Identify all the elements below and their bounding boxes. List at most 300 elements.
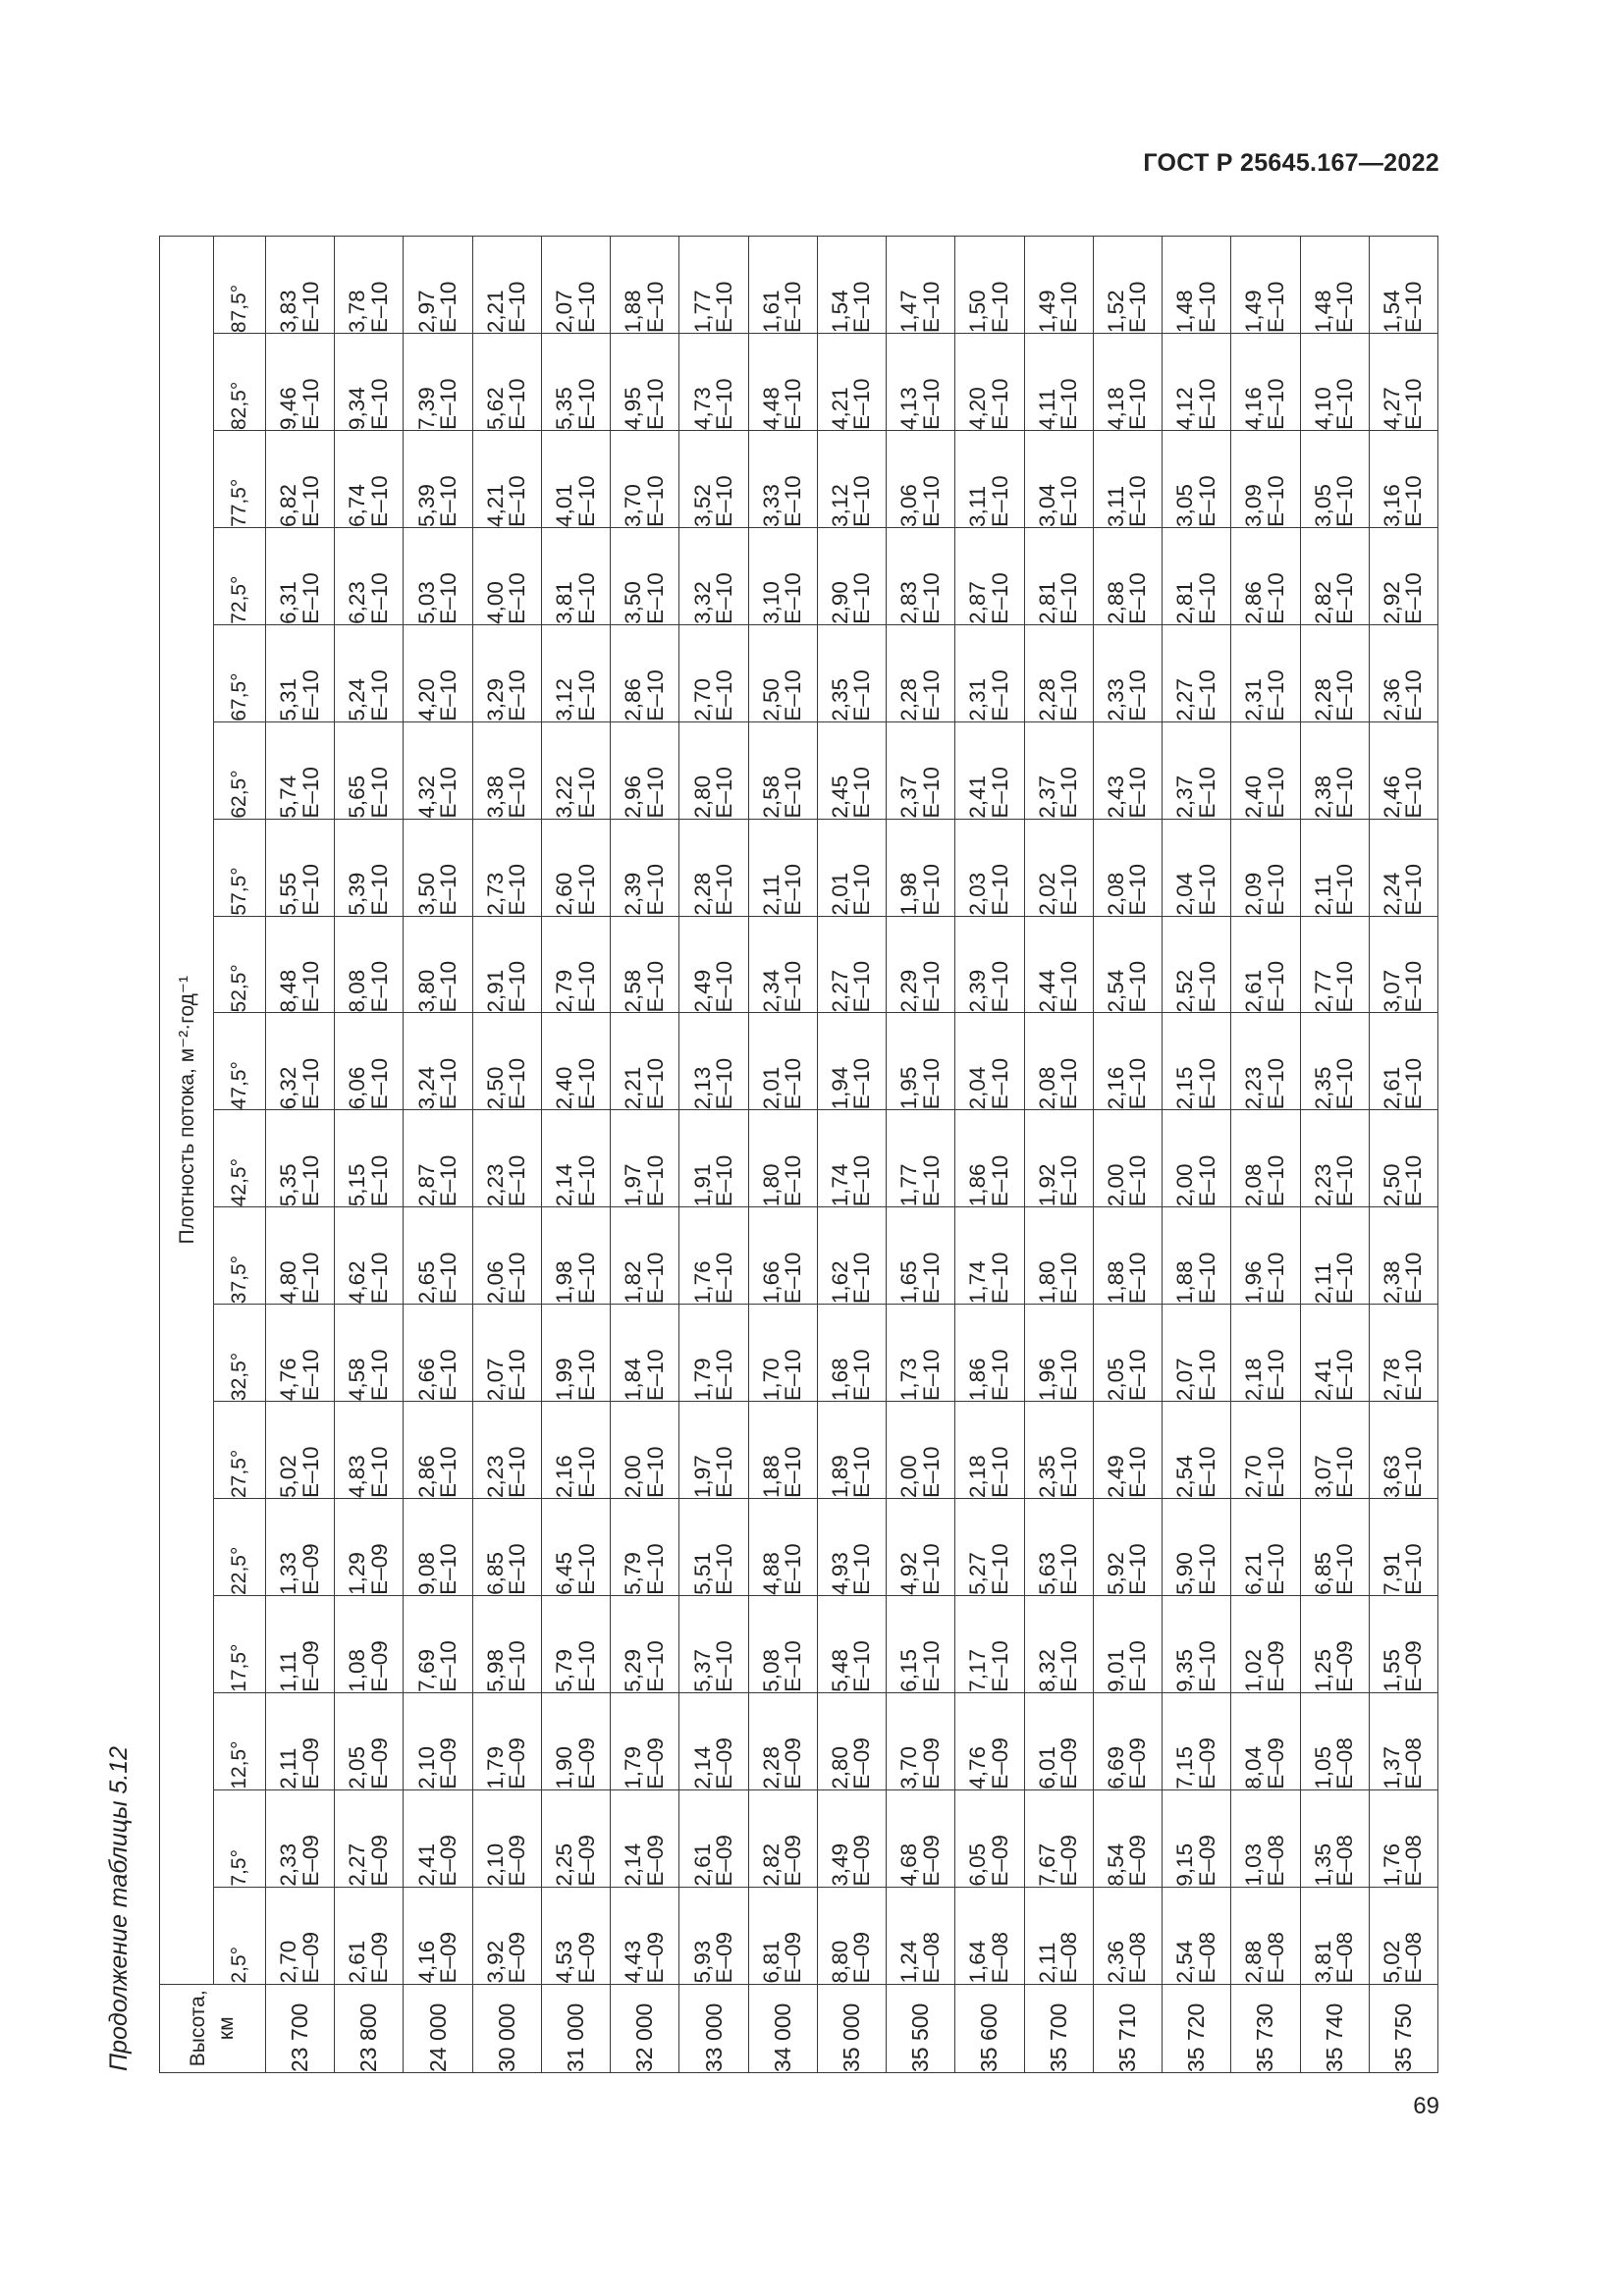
exponent: E–10 [366, 1154, 392, 1207]
flux-value-cell [748, 1207, 817, 1305]
flux-value-cell [679, 624, 748, 721]
exponent: E–10 [849, 281, 875, 334]
mantissa: 3,83 [276, 290, 301, 334]
mantissa: 1,91 [689, 1163, 715, 1207]
mantissa: 4,16 [1241, 387, 1267, 431]
flux-value-cell [1231, 431, 1300, 528]
mantissa: 2,27 [345, 1842, 370, 1887]
flux-value-cell [679, 1110, 748, 1207]
mantissa: 2,36 [1103, 1940, 1128, 1984]
exponent: E–08 [1332, 1835, 1358, 1887]
flux-value-cell [404, 1692, 472, 1789]
exponent: E–10 [642, 1349, 668, 1402]
mantissa: 2,86 [1241, 581, 1267, 624]
mantissa: 1,76 [689, 1260, 715, 1305]
mantissa: 1,79 [689, 1358, 715, 1402]
exponent: E–10 [712, 1349, 737, 1402]
flux-value-cell [1163, 721, 1231, 819]
table-row [404, 237, 472, 2073]
altitude-cell: 30 000 [472, 1984, 541, 2072]
mantissa: 5,93 [689, 1940, 715, 1984]
exponent: E–10 [987, 1349, 1012, 1402]
flux-value-cell [1024, 1595, 1093, 1692]
flux-value-cell [1231, 624, 1300, 721]
flux-value-cell [1231, 1692, 1300, 1789]
mantissa: 3,81 [1310, 1940, 1335, 1984]
exponent: E–10 [849, 1252, 875, 1305]
mantissa: 2,23 [482, 1163, 508, 1207]
flux-value-cell [472, 1692, 541, 1789]
mantissa: 3,92 [482, 1940, 508, 1984]
exponent: E–10 [1194, 281, 1219, 334]
exponent: E–10 [918, 767, 944, 819]
mantissa: 5,35 [276, 1163, 301, 1207]
mantissa: 2,87 [413, 1163, 439, 1207]
mantissa: 2,88 [1241, 1940, 1267, 1984]
exponent: E–10 [642, 281, 668, 334]
exponent: E–10 [712, 378, 737, 431]
exponent: E–10 [1194, 960, 1219, 1013]
mantissa: 6,85 [482, 1552, 508, 1595]
mantissa: 2,08 [1103, 872, 1128, 916]
flux-value-cell [1369, 1110, 1437, 1207]
mantissa: 2,11 [276, 1747, 301, 1789]
mantissa: 2,11 [1310, 1262, 1335, 1305]
mantissa: 4,95 [621, 387, 646, 431]
flux-value-cell [611, 1499, 679, 1596]
mantissa: 1,02 [1241, 1649, 1267, 1692]
exponent: E–09 [849, 1931, 875, 1984]
flux-value-cell [541, 431, 610, 528]
mantissa: 2,28 [689, 872, 715, 916]
flux-value-cell [1231, 1499, 1300, 1596]
exponent: E–10 [1263, 1154, 1288, 1207]
mantissa: 2,05 [345, 1745, 370, 1789]
mantissa: 4,13 [896, 387, 922, 431]
angle-header-row [214, 237, 266, 2073]
flux-value-cell [955, 1402, 1024, 1499]
flux-value-cell [611, 431, 679, 528]
exponent: E–10 [505, 1446, 530, 1498]
exponent: E–10 [1125, 864, 1151, 916]
flux-value-cell [611, 1789, 679, 1887]
mantissa: 1,89 [827, 1455, 852, 1498]
exponent: E–10 [642, 864, 668, 916]
flux-value-cell [887, 431, 955, 528]
flux-value-cell [1024, 916, 1093, 1013]
flux-value-cell [679, 819, 748, 916]
flux-value-cell [1231, 819, 1300, 916]
mantissa: 5,03 [413, 581, 439, 624]
mantissa: 3,32 [689, 581, 715, 624]
mantissa: 5,02 [276, 1455, 301, 1498]
exponent: E–09 [642, 1931, 668, 1984]
altitude-cell: 35 740 [1300, 1984, 1369, 2072]
exponent: E–10 [1401, 864, 1427, 916]
exponent: E–10 [573, 864, 599, 916]
mantissa: 1,03 [1241, 1842, 1267, 1887]
exponent: E–10 [781, 960, 806, 1013]
flux-value-cell [335, 1305, 404, 1402]
mantissa: 1,08 [345, 1649, 370, 1692]
exponent: E–10 [1332, 475, 1358, 527]
flux-value-cell [1231, 721, 1300, 819]
flux-value-cell [266, 819, 335, 916]
flux-value-cell [1024, 819, 1093, 916]
mantissa: 7,17 [965, 1649, 991, 1692]
flux-value-cell [887, 1692, 955, 1789]
exponent: E–10 [781, 1446, 806, 1498]
angle-header: 27,5° [214, 1402, 266, 1499]
flux-value-cell [1024, 431, 1093, 528]
mantissa: 1,76 [1379, 1842, 1404, 1887]
flux-value-cell [955, 237, 1024, 334]
flux-value-cell [266, 431, 335, 528]
mantissa: 3,07 [1310, 1455, 1335, 1498]
exponent: E–10 [781, 669, 806, 721]
mantissa: 3,07 [1379, 969, 1404, 1013]
exponent: E–10 [573, 1057, 599, 1110]
mantissa: 1,98 [896, 872, 922, 916]
mantissa: 2,14 [552, 1163, 577, 1207]
mantissa: 2,28 [758, 1745, 784, 1789]
exponent: E–10 [1332, 669, 1358, 721]
mantissa: 2,96 [621, 774, 646, 819]
flux-value-cell [611, 1110, 679, 1207]
exponent: E–10 [987, 1446, 1012, 1498]
mantissa: 3,11 [1103, 485, 1128, 527]
exponent: E–10 [781, 1640, 806, 1692]
flux-value-cell [679, 1595, 748, 1692]
exponent: E–10 [573, 378, 599, 431]
flux-value-cell [1300, 1013, 1369, 1110]
mantissa: 5,02 [1379, 1940, 1404, 1984]
mantissa: 3,29 [482, 677, 508, 721]
exponent: E–10 [1125, 281, 1151, 334]
flux-value-cell [1024, 527, 1093, 624]
exponent: E–10 [366, 960, 392, 1013]
mantissa: 1,95 [896, 1066, 922, 1110]
exponent: E–10 [298, 1446, 323, 1498]
flux-value-cell [1163, 1305, 1231, 1402]
exponent: E–10 [1194, 669, 1219, 721]
flux-value-cell [404, 1110, 472, 1207]
altitude-cell: 34 000 [748, 1984, 817, 2072]
flux-value-cell [472, 527, 541, 624]
flux-value-cell [1093, 1887, 1162, 1984]
mantissa: 5,92 [1103, 1552, 1128, 1595]
flux-value-cell [335, 1692, 404, 1789]
mantissa: 2,31 [1241, 677, 1267, 721]
exponent: E–09 [781, 1931, 806, 1984]
exponent: E–10 [987, 1640, 1012, 1692]
exponent: E–09 [1125, 1737, 1151, 1789]
exponent: E–10 [918, 1057, 944, 1110]
flux-value-cell [266, 527, 335, 624]
exponent: E–09 [712, 1931, 737, 1984]
mantissa: 3,81 [552, 581, 577, 624]
exponent: E–10 [918, 1252, 944, 1305]
exponent: E–10 [849, 1057, 875, 1110]
mantissa: 2,65 [413, 1260, 439, 1305]
mantissa: 2,10 [482, 1842, 508, 1887]
mantissa: 5,63 [1034, 1552, 1059, 1595]
exponent: E–10 [1263, 475, 1288, 527]
mantissa: 2,61 [1379, 1066, 1404, 1110]
mantissa: 2,39 [621, 872, 646, 916]
altitude-cell: 35 000 [817, 1984, 886, 2072]
exponent: E–10 [849, 1640, 875, 1692]
flux-value-cell [266, 1305, 335, 1402]
mantissa: 2,87 [965, 581, 991, 624]
exponent: E–10 [987, 669, 1012, 721]
exponent: E–10 [1401, 1057, 1427, 1110]
flux-value-cell [1300, 1789, 1369, 1887]
mantissa: 2,70 [276, 1940, 301, 1984]
flux-value-cell [1024, 1789, 1093, 1887]
exponent: E–08 [987, 1931, 1012, 1984]
flux-value-cell [266, 1789, 335, 1887]
exponent: E–10 [1263, 378, 1288, 431]
exponent: E–10 [298, 1349, 323, 1402]
exponent: E–09 [436, 1835, 461, 1887]
mantissa: 2,80 [827, 1745, 852, 1789]
exponent: E–10 [1125, 1252, 1151, 1305]
flux-value-cell [541, 1595, 610, 1692]
exponent: E–10 [987, 1252, 1012, 1305]
exponent: E–10 [642, 1057, 668, 1110]
flux-value-cell [266, 624, 335, 721]
exponent: E–10 [642, 475, 668, 527]
exponent: E–10 [642, 960, 668, 1013]
exponent: E–10 [987, 378, 1012, 431]
mantissa: 1,84 [621, 1358, 646, 1402]
exponent: E–09 [987, 1737, 1012, 1789]
exponent: E–08 [1401, 1931, 1427, 1984]
exponent: E–10 [1332, 1057, 1358, 1110]
mantissa: 4,11 [1034, 388, 1059, 431]
mantissa: 5,55 [276, 872, 301, 916]
flux-value-cell [679, 431, 748, 528]
exponent: E–09 [436, 1931, 461, 1984]
exponent: E–10 [1332, 378, 1358, 431]
exponent: E–08 [1332, 1931, 1358, 1984]
exponent: E–10 [781, 1349, 806, 1402]
table-row [1369, 237, 1437, 2073]
exponent: E–09 [366, 1640, 392, 1692]
flux-value-cell [1024, 1402, 1093, 1499]
exponent: E–10 [298, 864, 323, 916]
flux-value-cell [817, 1887, 886, 1984]
mantissa: 2,97 [413, 290, 439, 334]
exponent: E–10 [987, 864, 1012, 916]
flux-value-cell [1024, 1110, 1093, 1207]
flux-value-cell [611, 916, 679, 1013]
mantissa: 5,35 [552, 387, 577, 431]
exponent: E–10 [849, 1543, 875, 1595]
mantissa: 5,98 [482, 1649, 508, 1692]
exponent: E–09 [366, 1737, 392, 1789]
mantissa: 4,48 [758, 387, 784, 431]
exponent: E–10 [1194, 1252, 1219, 1305]
mantissa: 3,16 [1379, 484, 1404, 527]
flux-value-cell [1163, 1789, 1231, 1887]
exponent: E–10 [1401, 767, 1427, 819]
flux-value-cell [1024, 624, 1093, 721]
mantissa: 2,36 [1379, 677, 1404, 721]
flux-value-cell [266, 916, 335, 1013]
flux-value-cell [817, 1499, 886, 1596]
angle-header: 62,5° [214, 721, 266, 819]
exponent: E–10 [573, 1446, 599, 1498]
exponent: E–10 [918, 1446, 944, 1498]
flux-value-cell [472, 721, 541, 819]
mantissa: 1,79 [621, 1745, 646, 1789]
exponent: E–10 [1194, 1446, 1219, 1498]
flux-value-cell [541, 1013, 610, 1110]
flux-value-cell [335, 1887, 404, 1984]
mantissa: 1,92 [1034, 1163, 1059, 1207]
mantissa: 2,01 [758, 1066, 784, 1110]
table-body [266, 237, 1438, 2073]
mantissa: 3,10 [758, 581, 784, 624]
mantissa: 2,13 [689, 1066, 715, 1110]
exponent: E–10 [573, 960, 599, 1013]
flux-value-cell [1093, 237, 1162, 334]
flux-value-cell [335, 1499, 404, 1596]
exponent: E–10 [1056, 475, 1082, 527]
flux-value-cell [1163, 1692, 1231, 1789]
flux-value-cell [541, 334, 610, 431]
exponent: E–10 [1194, 1154, 1219, 1207]
exponent: E–10 [1332, 572, 1358, 624]
exponent: E–10 [918, 1640, 944, 1692]
exponent: E–10 [712, 1640, 737, 1692]
mantissa: 5,65 [345, 774, 370, 819]
exponent: E–10 [642, 378, 668, 431]
exponent: E–10 [1125, 1057, 1151, 1110]
exponent: E–10 [849, 1349, 875, 1402]
altitude-cell: 35 750 [1369, 1984, 1437, 2072]
angle-header: 42,5° [214, 1110, 266, 1207]
mantissa: 2,33 [276, 1842, 301, 1887]
exponent: E–09 [298, 1543, 323, 1595]
flux-value-cell [404, 1305, 472, 1402]
exponent: E–09 [642, 1737, 668, 1789]
exponent: E–10 [1194, 378, 1219, 431]
mantissa: 4,21 [827, 387, 852, 431]
flux-value-cell [1093, 916, 1162, 1013]
flux-value-cell [1231, 916, 1300, 1013]
exponent: E–10 [1194, 1057, 1219, 1110]
mantissa: 4,93 [827, 1552, 852, 1595]
exponent: E–10 [781, 1154, 806, 1207]
exponent: E–10 [1056, 1057, 1082, 1110]
exponent: E–10 [436, 960, 461, 1013]
exponent: E–10 [1332, 281, 1358, 334]
flux-value-cell [748, 1887, 817, 1984]
flux-value-cell [611, 1402, 679, 1499]
exponent: E–10 [918, 378, 944, 431]
angle-header: 82,5° [214, 334, 266, 431]
exponent: E–10 [712, 960, 737, 1013]
mantissa: 1,96 [1034, 1358, 1059, 1402]
flux-value-cell [611, 237, 679, 334]
flux-value-cell [1093, 431, 1162, 528]
exponent: E–10 [849, 767, 875, 819]
exponent: E–09 [1401, 1640, 1427, 1692]
mantissa: 6,74 [345, 484, 370, 527]
mantissa: 3,63 [1379, 1455, 1404, 1498]
flux-value-cell [1300, 1887, 1369, 1984]
mantissa: 2,35 [827, 677, 852, 721]
flux-value-cell [335, 237, 404, 334]
flux-value-cell [1024, 1013, 1093, 1110]
mantissa: 1,94 [827, 1066, 852, 1110]
mantissa: 3,05 [1310, 484, 1335, 527]
mantissa: 8,08 [345, 969, 370, 1013]
mantissa: 4,68 [896, 1842, 922, 1887]
flux-value-cell [335, 334, 404, 431]
exponent: E–10 [849, 864, 875, 916]
flux-value-cell [748, 237, 817, 334]
mantissa: 2,83 [896, 581, 922, 624]
exponent: E–09 [1194, 1835, 1219, 1887]
mantissa: 5,51 [689, 1552, 715, 1595]
exponent: E–10 [781, 475, 806, 527]
mantissa: 2,07 [1172, 1358, 1198, 1402]
exponent: E–10 [573, 1543, 599, 1595]
mantissa: 4,00 [482, 581, 508, 624]
flux-value-cell [1231, 1207, 1300, 1305]
flux-value-cell [472, 237, 541, 334]
exponent: E–09 [1263, 1640, 1288, 1692]
flux-value-cell [266, 1207, 335, 1305]
mantissa: 5,39 [413, 484, 439, 527]
exponent: E–10 [1401, 1349, 1427, 1402]
exponent: E–09 [1056, 1737, 1082, 1789]
flux-value-cell [611, 1887, 679, 1984]
flux-value-cell [955, 1789, 1024, 1887]
exponent: E–10 [505, 1349, 530, 1402]
mantissa: 2,61 [1241, 969, 1267, 1013]
flux-value-cell [955, 721, 1024, 819]
flux-value-cell [1369, 1013, 1437, 1110]
angle-header: 32,5° [214, 1305, 266, 1402]
table-row [748, 237, 817, 2073]
mantissa: 2,50 [758, 677, 784, 721]
exponent: E–10 [573, 669, 599, 721]
flux-value-cell [404, 916, 472, 1013]
flux-value-cell [1231, 1305, 1300, 1402]
exponent: E–10 [781, 281, 806, 334]
flux-value-cell [404, 1499, 472, 1596]
exponent: E–08 [1401, 1835, 1427, 1887]
mantissa: 3,50 [413, 872, 439, 916]
mantissa: 2,41 [413, 1842, 439, 1887]
flux-value-cell [1369, 334, 1437, 431]
altitude-cell: 35 710 [1093, 1984, 1162, 2072]
exponent: E–10 [712, 767, 737, 819]
flux-value-cell [955, 334, 1024, 431]
exponent: E–08 [1125, 1931, 1151, 1984]
mantissa: 1,99 [552, 1358, 577, 1402]
mantissa: 2,24 [1379, 872, 1404, 916]
mantissa: 2,86 [413, 1455, 439, 1498]
mantissa: 1,05 [1310, 1745, 1335, 1789]
flux-value-cell [1231, 527, 1300, 624]
exponent: E–10 [505, 475, 530, 527]
